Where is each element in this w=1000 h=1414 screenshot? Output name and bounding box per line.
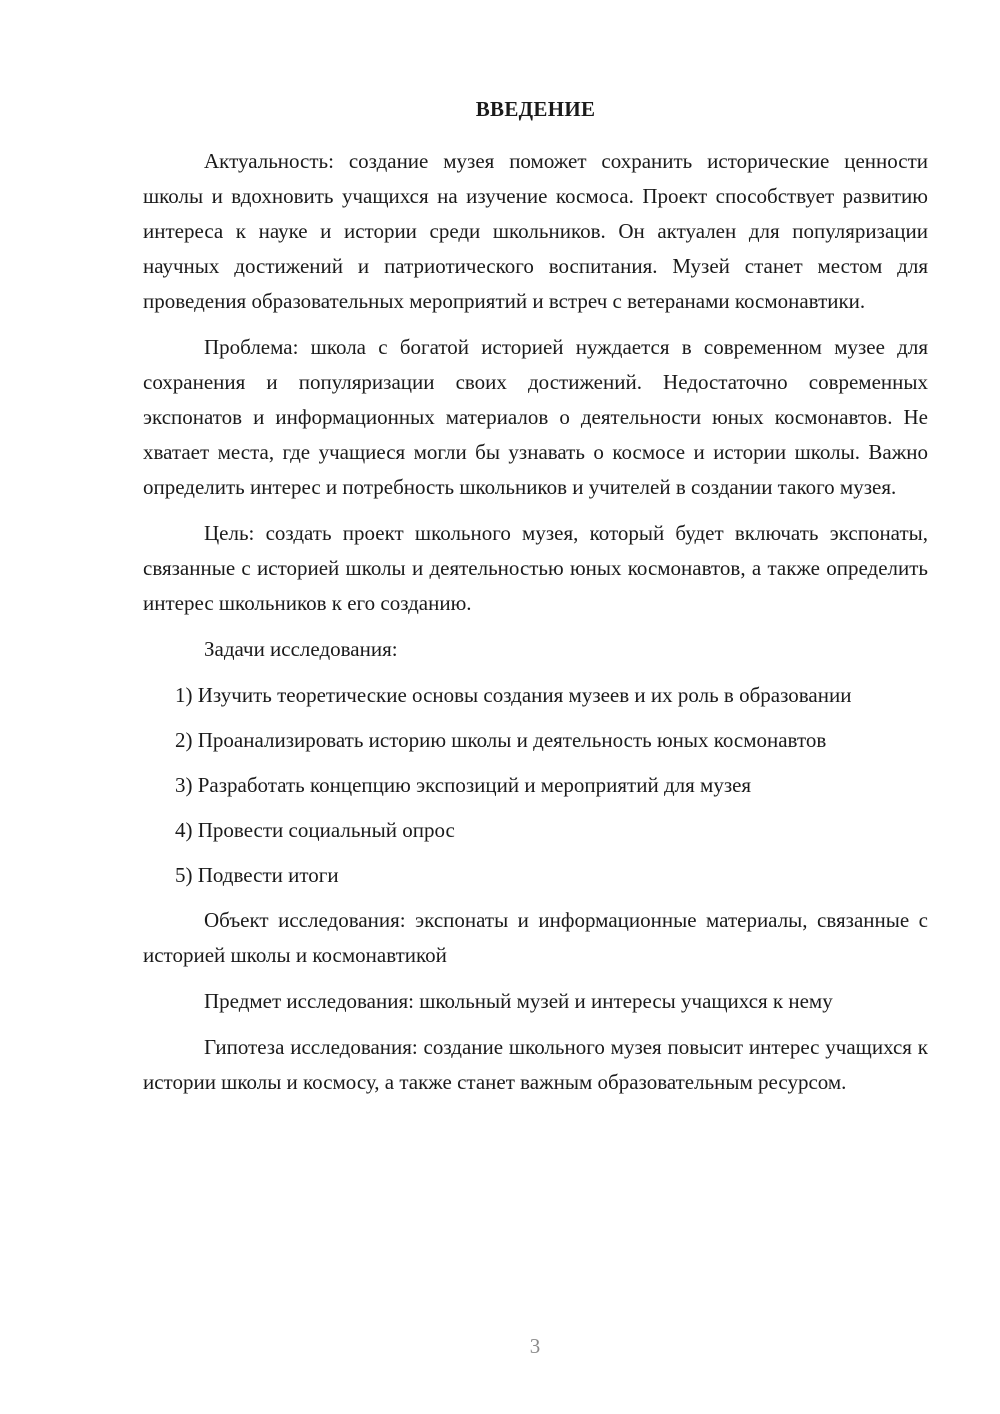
task-item-1: 1) Изучить теоретические основы создания музеев и их роль в образовании [175,683,852,707]
section-title: ВВЕДЕНИЕ [475,97,596,121]
task-item-3: 3) Разработать концепцию экспозиций и мероприятий для музея [175,773,752,797]
document-page [143,92,928,1111]
paragraph-hypothesis: Гипотеза исследования: создание школьного музея повысит интерес учащихся к истории школы и космосу, а также станет важным образовательным ресурсом. [143,1035,928,1094]
tasks-list [143,678,928,893]
paragraph-subject: Предмет исследования: школьный музей и интересы учащихся к нему [204,989,833,1013]
paragraph-object: Объект исследования: экспонаты и информационные материалы, связанные с историей школы и космонавтикой [143,908,928,967]
paragraph-problem: Проблема: школа с богатой историей нуждается в современном музее для сохранения и популяризации своих достижений. Недостаточно современных экспонатов и информационных материалов о деятельности юных космонавтов. Не хватает места, где учащиеся могли бы узнавать о космосе и истории школы. Важно определить интерес и потребность школьников и учителей в создании такого музея. [143,335,928,499]
task-item-2: 2) Проанализировать историю школы и деятельность юных космонавтов [175,728,827,752]
task-item-5: 5) Подвести итоги [175,863,339,887]
paragraph-goal: Цель: создать проект школьного музея, который будет включать экспонаты, связанные с историей школы и деятельностью юных космонавтов, а также определить интерес школьников к его созданию. [143,521,928,615]
task-item-4: 4) Провести социальный опрос [175,818,455,842]
page-number: 3 [529,1334,541,1358]
paragraph-relevance: Актуальность: создание музея поможет сохранить исторические ценности школы и вдохновить учащихся на изучение космоса. Проект способствует развитию интереса к науке и истории среди школьников. Он актуален для популяризации научных достижений и патриотического воспитания. Музей станет местом для проведения образовательных мероприятий и встреч с ветеранами космонавтики. [143,149,928,313]
tasks-heading: Задачи исследования: [204,637,398,661]
